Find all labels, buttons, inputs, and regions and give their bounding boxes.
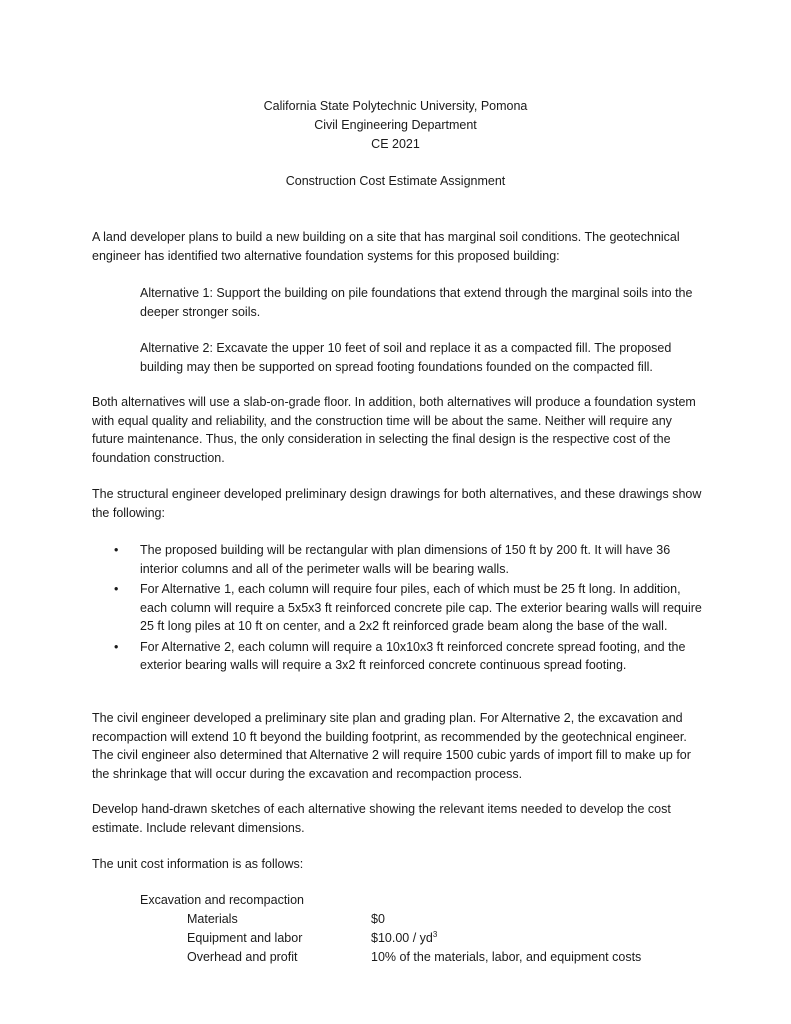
cost-item-label: Materials (187, 912, 238, 926)
bullet-text: For Alternative 1, each column will require four piles, each of which must be 25 ft long. In addition, each column will require a 5x5x3 ft reinforced concrete pile cap. The exterior bearing walls will require 25 ft long piles at 10 ft on center, and a 2x2 ft reinforced grade beam along the base of the wall. (140, 582, 702, 633)
cost-item-value: $10.00 / yd (371, 931, 433, 945)
alternative-2-paragraph: Alternative 2: Excavate the upper 10 feet of soil and replace it as a compacted fill. The proposed building may then be supported on spread footing foundations founded on the compacted fill. (140, 341, 672, 374)
unit-cost-intro: The unit cost information is as follows: (92, 857, 304, 871)
both-alternatives-paragraph: Both alternatives will use a slab-on-grade floor. In addition, both alternatives will produce a foundation system with equal quality and reliability, and the construction time will be about the same. Neither will require any future maintenance. Thus, the only consideration in selecting the final design is the respective cost of the foundation construction. (92, 395, 696, 465)
bullet-icon: • (114, 582, 119, 596)
cost-item-label: Equipment and labor (187, 931, 303, 945)
cost-item-value: $0 (371, 912, 385, 926)
table-row (140, 910, 385, 929)
list-item (112, 580, 704, 636)
university-name: California State Polytechnic University, Pomona (263, 99, 528, 113)
list-item (112, 638, 704, 675)
document-header (0, 97, 791, 191)
assignment-title: Construction Cost Estimate Assignment (285, 174, 506, 188)
cost-item-value-wrap (371, 929, 437, 948)
bullet-icon: • (114, 543, 119, 557)
alternative-1-paragraph: Alternative 1: Support the building on pile foundations that extend through the marginal soils into the deeper stronger soils. (140, 286, 693, 319)
bullet-text: For Alternative 2, each column will require a 10x10x3 ft reinforced concrete spread footing, and the exterior bearing walls will require a 3x2 ft reinforced concrete continuous spread footing. (140, 639, 686, 672)
sketch-instructions-paragraph: Develop hand-drawn sketches of each alternative showing the relevant items needed to develop the cost estimate. Include relevant dimensions. (92, 802, 671, 835)
course-code: CE 2021 (371, 137, 420, 151)
bullet-icon: • (114, 639, 119, 654)
structural-intro-paragraph: The structural engineer developed preliminary design drawings for both alternatives, and these drawings show the following: (92, 487, 702, 520)
civil-engineer-paragraph: The civil engineer developed a preliminary site plan and grading plan. For Alternative 2, the excavation and recompaction will extend 10 ft beyond the building footprint, as recommended by the geotechnical engineer. The civil engineer also determined that Alternative 2 will require 1500 cubic yards of import fill to make up for the shrinkage that will occur during the excavation and recompaction process. (92, 711, 691, 781)
table-row (140, 929, 438, 948)
list-item (112, 541, 704, 578)
cost-item-value: 10% of the materials, labor, and equipment costs (371, 950, 642, 964)
intro-paragraph: A land developer plans to build a new building on a site that has marginal soil conditions. The geotechnical engineer has identified two alternative foundation systems for this proposed building: (92, 230, 680, 263)
department-name: Civil Engineering Department (314, 118, 477, 132)
unit-superscript: 3 (432, 929, 438, 939)
cost-section-heading: Excavation and recompaction (140, 893, 304, 907)
unit-cost-table (140, 891, 642, 967)
bullet-text: The proposed building will be rectangular with plan dimensions of 150 ft by 200 ft. It will have 36 interior columns and all of the perimeter walls will be bearing walls. (140, 543, 671, 576)
table-row (140, 948, 642, 967)
cost-item-label: Overhead and profit (187, 950, 298, 964)
design-bullet-list (112, 541, 704, 677)
